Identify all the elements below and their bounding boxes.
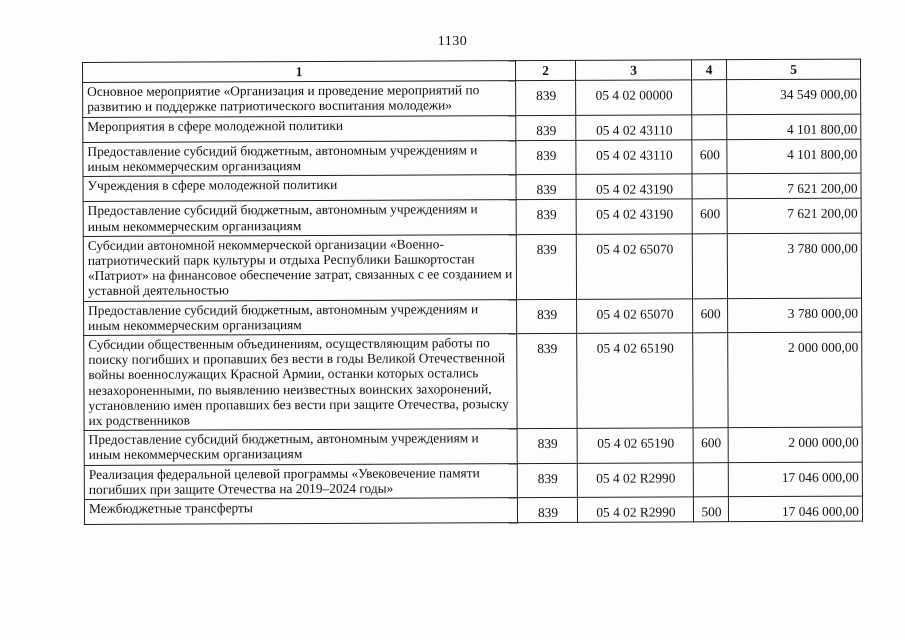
row-target-code-text: 05 4 02 43190 (596, 206, 674, 223)
row-expense-type-cell (693, 298, 728, 333)
table-row (84, 298, 862, 336)
row-name-text: Предоставление субсидий бюджетным, автономным учреждениям и иным некоммерческим организациям (88, 430, 479, 463)
table-row (83, 139, 861, 177)
row-expense-type-cell (692, 114, 727, 139)
row-amount-text: 17 046 000,00 (781, 469, 859, 485)
row-name-cell (83, 81, 516, 117)
row-amount-cell (728, 298, 862, 333)
row-target-code-cell (577, 298, 693, 333)
row-admin-code-cell (516, 234, 576, 299)
table-row (84, 496, 862, 525)
row-amount-text: 17 046 000,00 (781, 503, 860, 520)
row-amount-text: 3 780 000,00 (787, 240, 858, 256)
header-col-3: 3 (575, 60, 691, 81)
row-target-code-cell (576, 80, 692, 115)
header-col-4: 4 (691, 60, 726, 80)
page-number: 1130 (437, 34, 468, 49)
row-target-code-text: 05 4 02 65070 (596, 241, 674, 257)
row-admin-code-cell (517, 429, 577, 464)
row-amount-text: 2 000 000,00 (788, 434, 859, 451)
row-name-cell (84, 299, 517, 335)
row-name-cell (83, 234, 516, 301)
row-expense-type-text: 600 (700, 206, 721, 222)
row-admin-code-text: 839 (536, 122, 557, 138)
row-name-text: Мероприятия в сфере молодежной политики (87, 117, 344, 134)
row-name-text: Межбюджетные трансферты (88, 500, 253, 517)
row-admin-code-text: 839 (537, 436, 558, 452)
row-expense-type-cell (692, 174, 727, 199)
row-admin-code-text: 839 (537, 470, 558, 486)
row-admin-code-cell (516, 115, 576, 140)
row-name-cell (84, 498, 517, 525)
row-amount-text: 2 000 000,00 (787, 339, 859, 355)
row-expense-type-text (698, 464, 725, 470)
row-amount-cell (727, 173, 861, 199)
table-row (83, 173, 861, 202)
row-admin-code-text: 839 (536, 147, 557, 163)
row-target-code-cell (577, 428, 693, 463)
row-expense-type-cell (692, 139, 727, 174)
row-expense-type-text (696, 81, 723, 87)
row-expense-type-text (697, 334, 724, 340)
row-expense-type-text: 500 (701, 504, 722, 520)
row-amount-cell (727, 114, 861, 140)
row-admin-code-text: 839 (536, 182, 557, 198)
row-expense-type-cell (692, 199, 727, 234)
row-expense-type-cell (692, 234, 727, 299)
row-name-text: Субсидии общественным объединениям, осуществляющим работы по поиску погибших и пропавших без вести в годы Великой Отечественной войны военнослужащих Красной Армии, останки которых остались незахороненными, по выявлению неизвестных воинских захоронений, установлению имен пропавших без вести при защите Отечества, розыску их родственников (88, 335, 509, 429)
row-name-text: Субсидии автономной некоммерческой организации «Военно-патриотический парк культуры и отдыха Республики Башкортостан «Патриот» на финансовое обеспечение затрат, связанных с ее созданием и уставной деятельностью (87, 236, 513, 299)
header-col-2: 2 (515, 60, 575, 80)
row-name-cell (84, 429, 517, 465)
row-expense-type-text (696, 116, 723, 122)
row-admin-code-cell (516, 140, 576, 175)
row-target-code-text: 05 4 02 43110 (596, 147, 673, 163)
row-target-code-cell (577, 463, 693, 498)
row-target-code-text: 05 4 02 R2990 (596, 470, 676, 486)
row-target-code-cell (576, 174, 692, 200)
table-row (83, 199, 861, 237)
row-admin-code-text: 839 (536, 241, 557, 257)
row-admin-code-cell (516, 200, 576, 235)
row-admin-code-cell (516, 175, 576, 200)
row-amount-text: 3 780 000,00 (787, 305, 859, 321)
row-admin-code-text: 839 (537, 505, 559, 521)
row-expense-type-cell (693, 462, 728, 497)
table-body (83, 79, 863, 524)
row-name-cell (83, 115, 516, 142)
row-admin-code-text: 839 (537, 340, 558, 357)
row-amount-cell (727, 233, 861, 298)
row-name-cell (83, 200, 516, 236)
row-admin-code-cell (517, 299, 577, 334)
row-admin-code-text: 839 (536, 207, 557, 223)
row-amount-text: 7 621 200,00 (787, 206, 858, 222)
table-row (83, 114, 861, 143)
row-amount-cell (727, 139, 861, 174)
row-amount-cell (728, 332, 862, 428)
row-amount-cell (727, 199, 861, 234)
row-name-cell (84, 463, 517, 499)
table-row (83, 233, 861, 301)
row-target-code-text: 05 4 02 43110 (596, 122, 673, 138)
budget-table (82, 59, 863, 526)
row-amount-cell (727, 79, 861, 114)
row-expense-type-cell (692, 80, 727, 115)
table-row (84, 427, 862, 465)
row-expense-type-text (697, 175, 724, 181)
row-amount-text: 34 549 000,00 (780, 86, 858, 103)
row-amount-text: 4 101 800,00 (787, 146, 858, 162)
header-col-1: 1 (83, 61, 516, 83)
row-expense-type-text: 600 (701, 435, 722, 451)
row-admin-code-cell (517, 497, 577, 522)
row-target-code-text: 05 4 02 65190 (596, 340, 674, 356)
row-admin-code-cell (517, 333, 577, 428)
row-amount-cell (728, 496, 862, 522)
header-col-5: 5 (726, 59, 860, 80)
row-expense-type-cell (693, 333, 728, 428)
row-name-text: Учреждения в сфере молодежной политики (87, 177, 338, 194)
row-name-cell (83, 140, 516, 176)
row-name-text: Предоставление субсидий бюджетным, автономным учреждениям и иным некоммерческим организациям (87, 142, 478, 174)
row-expense-type-cell (693, 428, 728, 463)
row-target-code-cell (576, 234, 692, 299)
row-admin-code-cell (517, 463, 577, 498)
row-expense-type-text: 600 (700, 305, 721, 321)
row-name-text: Основное мероприятие «Организация и проведение мероприятий по развитию и поддержке патриотического воспитания молодежи» (87, 82, 480, 115)
row-amount-cell (728, 427, 862, 462)
row-amount-cell (728, 462, 862, 497)
row-target-code-cell (576, 140, 692, 175)
row-target-code-cell (576, 199, 692, 234)
table-row (83, 79, 861, 117)
row-name-cell (84, 334, 517, 431)
row-target-code-text: 05 4 02 65190 (597, 435, 675, 452)
row-target-code-text: 05 4 02 65070 (596, 306, 674, 322)
row-target-code-text: 05 4 02 00000 (595, 87, 673, 103)
row-admin-code-text: 839 (536, 88, 557, 104)
row-name-cell (83, 175, 516, 202)
row-name-text: Предоставление субсидий бюджетным, автономным учреждениям и иным некоммерческим организациям (87, 201, 478, 234)
row-amount-text: 7 621 200,00 (787, 180, 858, 197)
row-expense-type-text (697, 235, 724, 241)
row-target-code-cell (577, 497, 693, 523)
row-target-code-text: 05 4 02 43190 (596, 181, 674, 197)
table-row (84, 332, 862, 431)
table-row (84, 462, 862, 500)
row-target-code-text: 05 4 02 R2990 (596, 504, 676, 520)
row-target-code-cell (577, 333, 693, 429)
row-expense-type-cell (693, 497, 728, 522)
row-name-text: Реализация федеральной целевой программы «Увековечение памяти погибших при защите Отечества на 2019–2024 годы» (88, 464, 480, 497)
row-expense-type-text: 600 (699, 147, 720, 163)
row-admin-code-text: 839 (537, 306, 558, 322)
row-amount-text: 4 101 800,00 (786, 121, 858, 137)
row-name-text: Предоставление субсидий бюджетным, автономным учреждениям и иным некоммерческим организациям (88, 300, 479, 333)
row-admin-code-cell (516, 81, 576, 116)
row-target-code-cell (576, 114, 692, 140)
